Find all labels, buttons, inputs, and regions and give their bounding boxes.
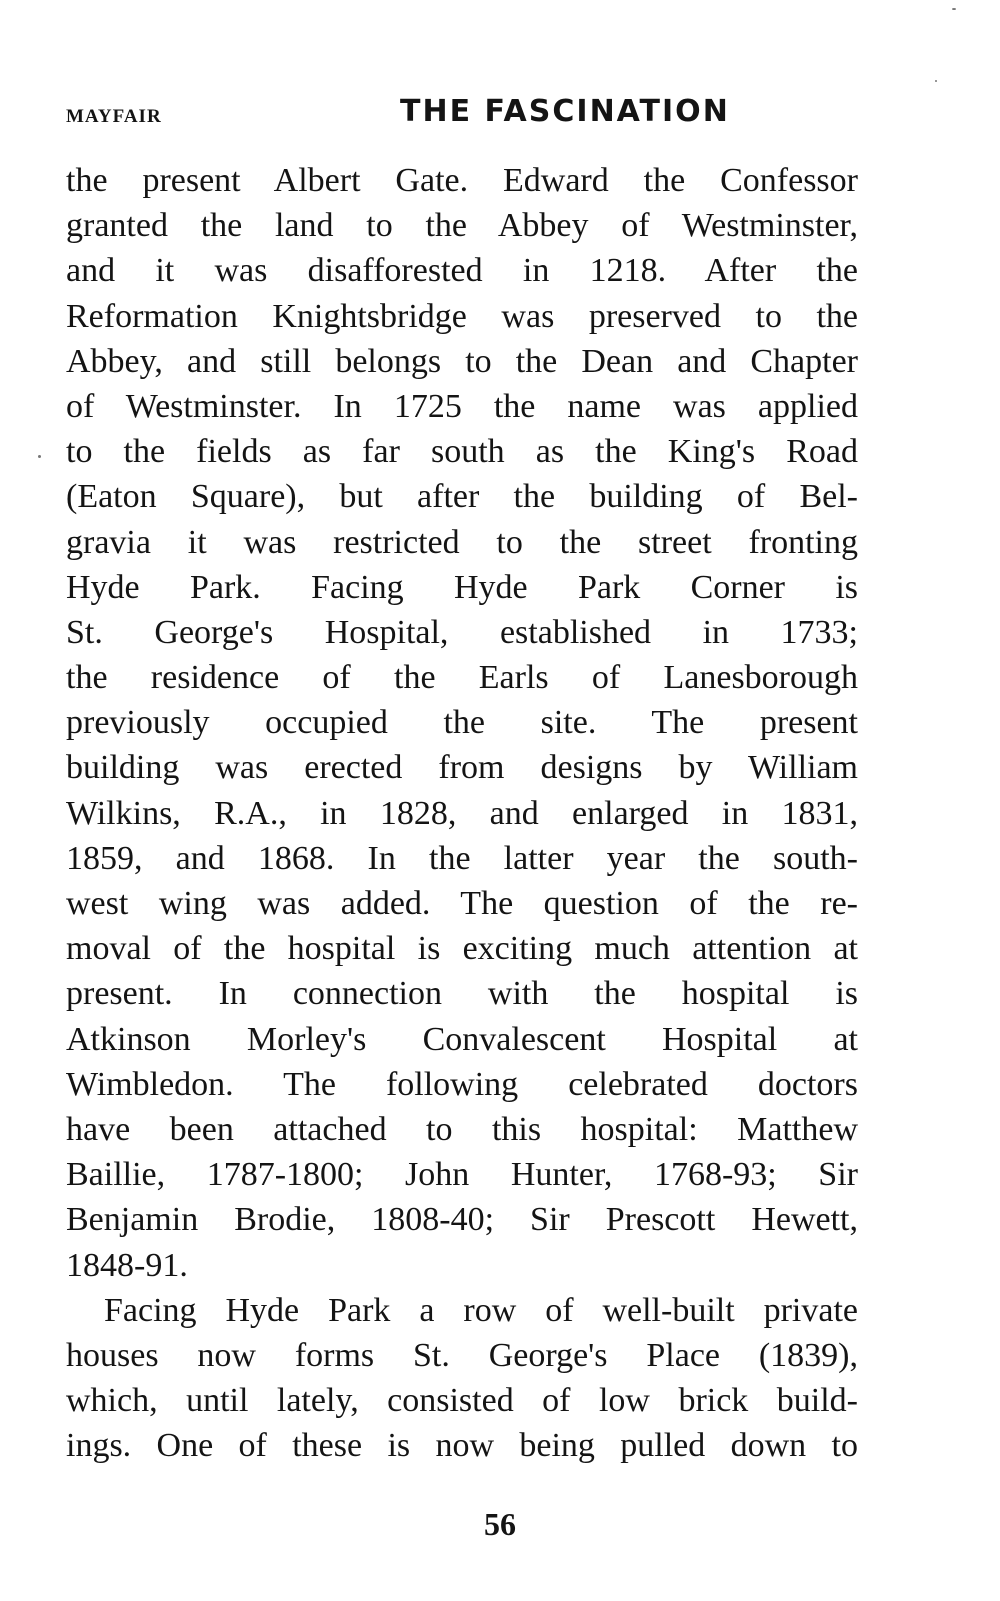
text-line: granted the land to the Abbey of Westminster, (66, 207, 858, 245)
text-line: (Eaton Square), but after the building of Bel- (66, 478, 858, 516)
text-line: the present Albert Gate. Edward the Confessor (66, 162, 858, 199)
paragraph-first-line: Facing Hyde Park a row of well-built private (104, 1291, 858, 1329)
text-line: Baillie, 1787-1800; John Hunter, 1768-93; Sir (66, 1156, 858, 1194)
section-label: MAYFAIR (66, 106, 162, 127)
text-line: Wilkins, R.A., in 1828, and enlarged in 1831, (66, 794, 858, 832)
text-line: Atkinson Morley's Convalescent Hospital at (66, 1020, 858, 1058)
page-title: THE FASCINATION (400, 94, 730, 129)
text-line: west wing was added. The question of the re- (66, 885, 858, 922)
text-line: which, until lately, consisted of low brick build- (66, 1382, 858, 1420)
paper-speck (935, 80, 937, 82)
text-line: to the fields as far south as the King's Road (66, 433, 858, 471)
text-line: of Westminster. In 1725 the name was applied (66, 387, 858, 425)
text-line: gravia it was restricted to the street fronting (66, 523, 858, 561)
text-line: moval of the hospital is exciting much attention at (66, 930, 858, 968)
text-line: Benjamin Brodie, 1808-40; Sir Prescott Hewett, (66, 1201, 858, 1239)
text-line: houses now forms St. George's Place (1839), (66, 1336, 858, 1374)
paper-speck (38, 455, 41, 458)
text-line: Hyde Park. Facing Hyde Park Corner is (66, 568, 858, 606)
running-head (66, 94, 856, 134)
paper-speck (952, 8, 956, 10)
text-line: St. George's Hospital, established in 1733; (66, 613, 858, 651)
body-text (66, 158, 858, 1468)
text-line: 1848-91. (66, 1246, 188, 1284)
text-line: have been attached to this hospital: Matthew (66, 1110, 858, 1148)
text-line: ings. One of these is now being pulled down to (66, 1427, 858, 1465)
text-line: 1859, and 1868. In the latter year the south- (66, 839, 858, 877)
text-line: Wimbledon. The following celebrated doctors (66, 1065, 858, 1103)
text-line: the residence of the Earls of Lanesborough (66, 659, 858, 697)
text-line: Abbey, and still belongs to the Dean and Chapter (66, 342, 858, 380)
text-line: and it was disafforested in 1218. After the (66, 252, 858, 290)
text-line: present. In connection with the hospital is (66, 975, 858, 1013)
text-line: building was erected from designs by William (66, 749, 858, 787)
text-line: Reformation Knightsbridge was preserved to the (66, 297, 858, 335)
text-line: previously occupied the site. The present (66, 704, 858, 742)
page-number: 56 (484, 1506, 516, 1542)
